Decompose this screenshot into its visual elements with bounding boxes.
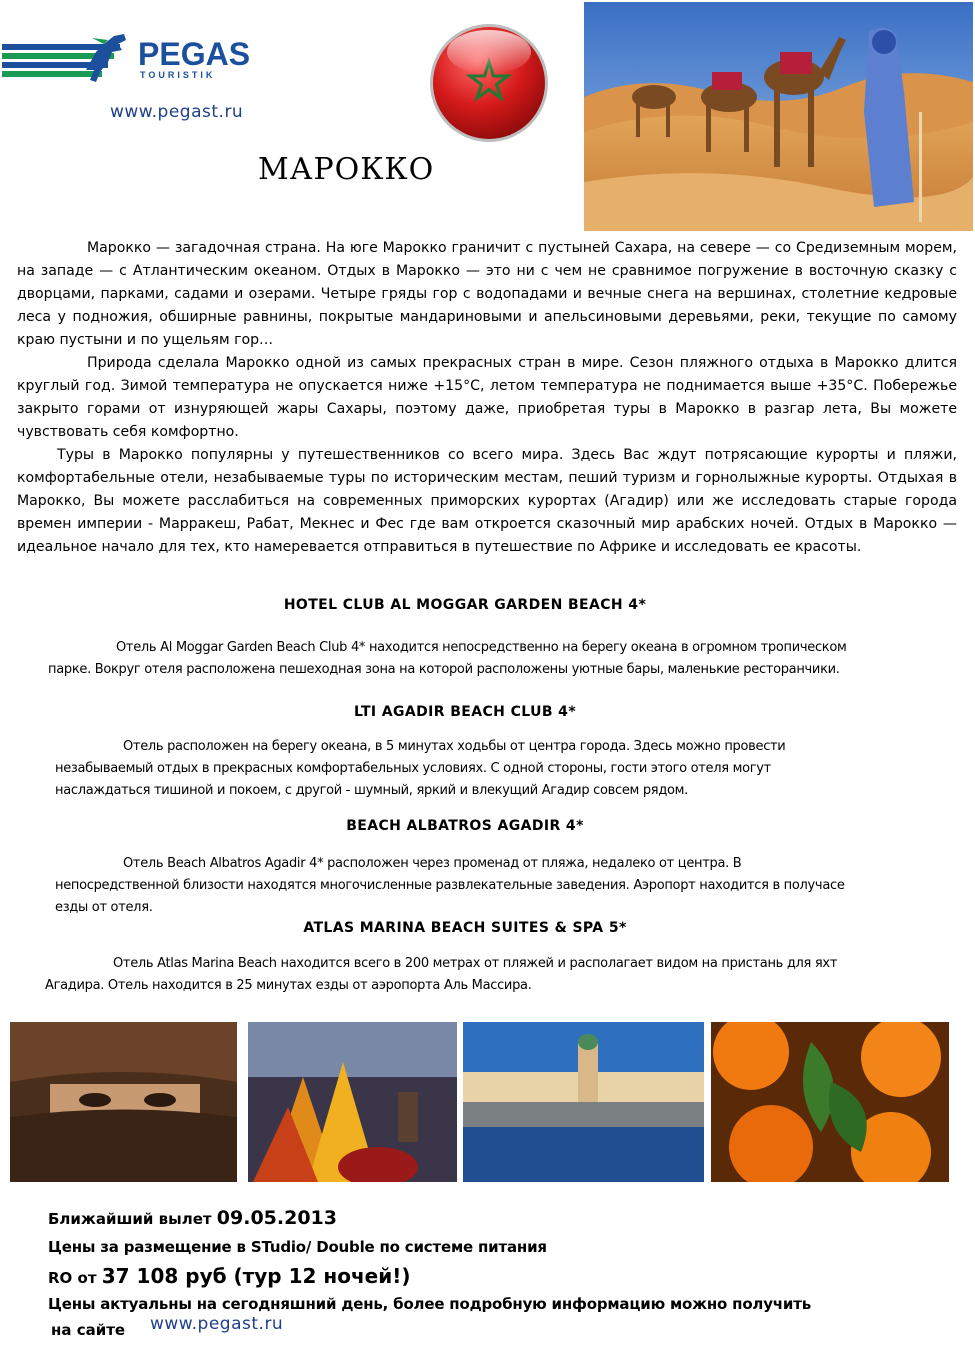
ro-price: 37 108 руб (тур 12 ночей!)	[101, 1264, 411, 1288]
logo-wordmark: PEGAS	[138, 36, 251, 72]
intro-text	[17, 237, 957, 559]
veiled-woman-photo	[10, 1022, 237, 1182]
hotel-1-line-2: парке. Вокруг отеля расположена пешеходная зона на которой расположены уютные бары, маленькие ресторанчики.	[48, 662, 840, 677]
intro-paragraph-1: Марокко — загадочная страна. На юге Марокко граничит с пустыней Сахара, на севере — со Средиземным морем, на западе — с Атлантическим океаном. Отдых в Марокко — это ни с чем не сравнимое погружение в восточную сказку с дворцами, парками, садами и озерами. Четыре гряды гор с водопадами и вечные снега на вершинах, столетние кедровые леса у подножия, обширные равнины, покрытые мандариновыми и апельсиновыми деревьями, реки, текущие по самому краю пустыни и по ущельям гор…	[17, 240, 957, 348]
hotel-3-line-1: Отель Beach Albatros Agadir 4* расположен через променад от пляжа, недалеко от центра. В	[123, 856, 742, 871]
intro-paragraph-3: Туры в Марокко популярны у путешественников со всего мира. Здесь Вас ждут потрясающие курорты и пляжи, комфортабельные отели, незабываемые туры по историческим местам, пеший туризм и горнолыжные курорты. Отдыхая в Марокко, Вы можете расслабиться на современных приморских курортах (Агадир) или же исследовать старые города времен империи - Марракеш, Рабат, Мекнес и Фес где вам откроется сказочный мир арабских ночей. Отдых в Марокко — идеальное начало для тех, кто намеревается отправиться в путешествие по Африке и исследовать ее красоты.	[17, 447, 957, 555]
actual-prices-line: Цены актуальны на сегодняшний день, более подробную информацию можно получить	[48, 1295, 811, 1313]
hotel-4-description	[45, 953, 925, 997]
hotel-4-line-2: Агадира. Отель находится в 25 минутах езды от аэропорта Аль Массира.	[45, 978, 532, 993]
hotel-2-line-2: незабываемый отдых в прекрасных комфортабельных условиях. С одной стороны, гости этого отеля могут	[55, 761, 771, 776]
departure-label: Ближайший вылет	[48, 1210, 217, 1228]
hotel-3-line-3: езды от отеля.	[55, 900, 153, 915]
tangerines-photo	[711, 1022, 949, 1182]
hotel-2-line-3: наслаждаться тишиной и покоем, с другой - шумный, яркий и влекущий Агадир совсем рядом.	[55, 783, 689, 798]
on-site-label: на сайте	[51, 1321, 126, 1339]
hotel-4-name: ATLAS MARINA BEACH SUITES & SPA 5*	[303, 920, 627, 936]
ro-prefix: RO от	[48, 1269, 102, 1287]
nearest-departure	[48, 1207, 337, 1229]
hotel-1-line-1: Отель Al Moggar Garden Beach Club 4* находится непосредственно на берегу океана в огромном тропическом	[116, 640, 847, 655]
page-title: МАРОККО	[258, 152, 435, 187]
hotel-1-description	[48, 637, 928, 681]
logo-subtitle: TOURISTIK	[140, 70, 216, 80]
hotel-4-line-1: Отель Atlas Marina Beach находится всего в 200 метрах от пляжей и располагает видом на пристань для яхт	[113, 956, 838, 971]
hotel-2-line-1: Отель расположен на берегу океана, в 5 минутах ходьбы от центра города. Здесь можно провести	[123, 739, 786, 754]
intro-paragraph-2: Природа сделала Марокко одной из самых прекрасных стран в мире. Сезон пляжного отдыха в Марокко длится круглый год. Зимой температура не опускается ниже +15°C, летом температура не поднимается выше +35°C. Побережье закрыто горами от изнуряющей жары Сахары, поэтому даже, приобретая туры в Марокко в разгар лета, Вы можете чувствовать себя комфортно.	[17, 355, 957, 440]
departure-date: 09.05.2013	[216, 1207, 337, 1229]
hotel-2-description	[55, 736, 935, 802]
spices-market-photo	[248, 1022, 457, 1182]
hotel-3-line-2: непосредственной близости находятся многочисленные развлекательные заведения. Аэропорт находится в получасе	[55, 878, 845, 893]
site-link-top[interactable]: www.pegast.ru	[110, 102, 244, 122]
hotel-2-name: LTI AGADIR BEACH CLUB 4*	[353, 704, 577, 720]
price-from	[48, 1264, 411, 1288]
desert-camel-photo	[584, 2, 973, 231]
hotel-3-name: BEACH ALBATROS AGADIR 4*	[346, 818, 584, 834]
site-link-bottom[interactable]: www.pegast.ru	[150, 1314, 284, 1334]
palace-reflection-photo	[463, 1022, 704, 1182]
prices-line: Цены за размещение в STudio/ Double по системе питания	[48, 1238, 547, 1256]
hotel-1-name: HOTEL CLUB AL MOGGAR GARDEN BEACH 4*	[283, 597, 647, 613]
hotel-3-description	[55, 853, 935, 919]
morocco-flag-icon	[428, 22, 550, 144]
